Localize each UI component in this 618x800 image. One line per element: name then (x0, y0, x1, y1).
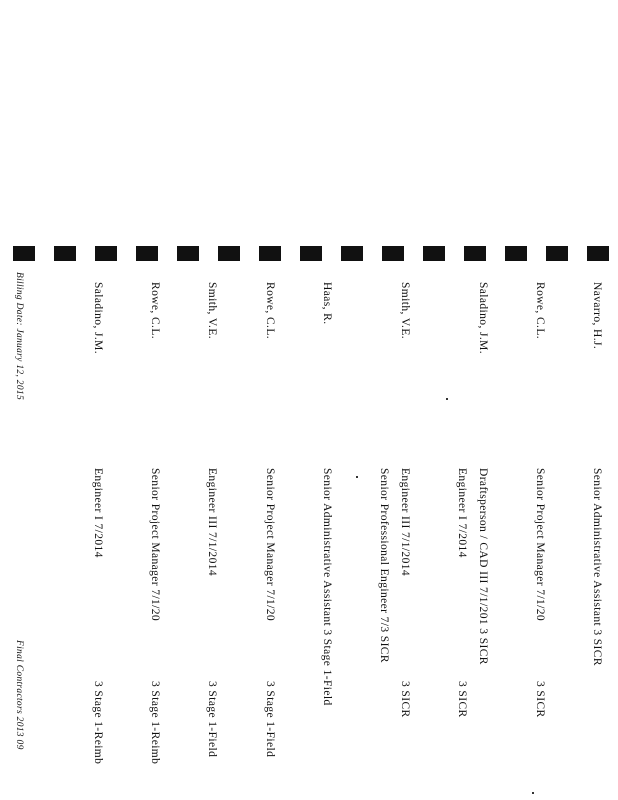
employee-classification: 3 Stage 1-Reimb (149, 681, 161, 765)
employee-title: Senior Project Manager 7/1/20 (264, 468, 276, 622)
billing-date: Billing Date: January 12, 2015 (14, 272, 24, 400)
row-marker (546, 246, 568, 261)
employee-classification: 3 Stage 1-Field (206, 681, 218, 758)
row-marker (382, 246, 404, 261)
employee-title: Engineer III 7/1/2014 (206, 468, 218, 577)
employee-name: Smith, V.E. (206, 282, 218, 340)
employee-title: Draftsperson / CAD III 7/1/201 3 SICR (477, 468, 489, 665)
employee-name: Rowe, C.L. (149, 282, 161, 340)
scan-speck (446, 398, 448, 400)
row-marker (505, 246, 527, 261)
scan-speck (356, 476, 358, 478)
employee-classification: 3 SICR (534, 681, 546, 718)
employee-title: Senior Project Manager 7/1/20 (534, 468, 546, 622)
employee-classification: 3 SICR (399, 681, 411, 718)
scan-speck (532, 792, 534, 794)
row-marker (423, 246, 445, 261)
row-marker (300, 246, 322, 261)
employee-title: Senior Project Manager 7/1/20 (149, 468, 161, 622)
employee-title: Engineer III 7/1/2014 (399, 468, 411, 577)
employee-classification: 3 Stage 1-Reimb (92, 681, 104, 765)
employee-title-secondary: Engineer I 7/2014 (456, 468, 468, 558)
row-marker (259, 246, 281, 261)
employee-name: Saladino, J.M. (92, 282, 104, 355)
row-marker (136, 246, 158, 261)
employee-name: Rowe, C.L. (264, 282, 276, 340)
employee-name: Saladino, J.M. (477, 282, 489, 355)
employee-classification: 3 Stage 1-Field (264, 681, 276, 758)
row-marker (341, 246, 363, 261)
employee-title-secondary: Senior Professional Engineer 7/3 SICR (378, 468, 390, 663)
row-marker (54, 246, 76, 261)
employee-name: Haas, R. (321, 282, 333, 325)
employee-title: Engineer I 7/2014 (92, 468, 104, 558)
row-marker (95, 246, 117, 261)
row-marker (587, 246, 609, 261)
row-marker (218, 246, 240, 261)
row-marker (177, 246, 199, 261)
row-marker (13, 246, 35, 261)
employee-name: Smith, V.E. (399, 282, 411, 340)
employee-name: Rowe, C.L. (534, 282, 546, 340)
final-contractors-label: Final Contractors 2013 09 (14, 640, 24, 750)
employee-classification: 3 SICR (456, 681, 468, 718)
employee-name: Navarro, H.J. (591, 282, 603, 350)
row-marker (464, 246, 486, 261)
employee-title: Senior Administrative Assistant 3 Stage 1-Field (321, 468, 333, 706)
employee-title: Senior Administrative Assistant 3 SICR (591, 468, 603, 666)
